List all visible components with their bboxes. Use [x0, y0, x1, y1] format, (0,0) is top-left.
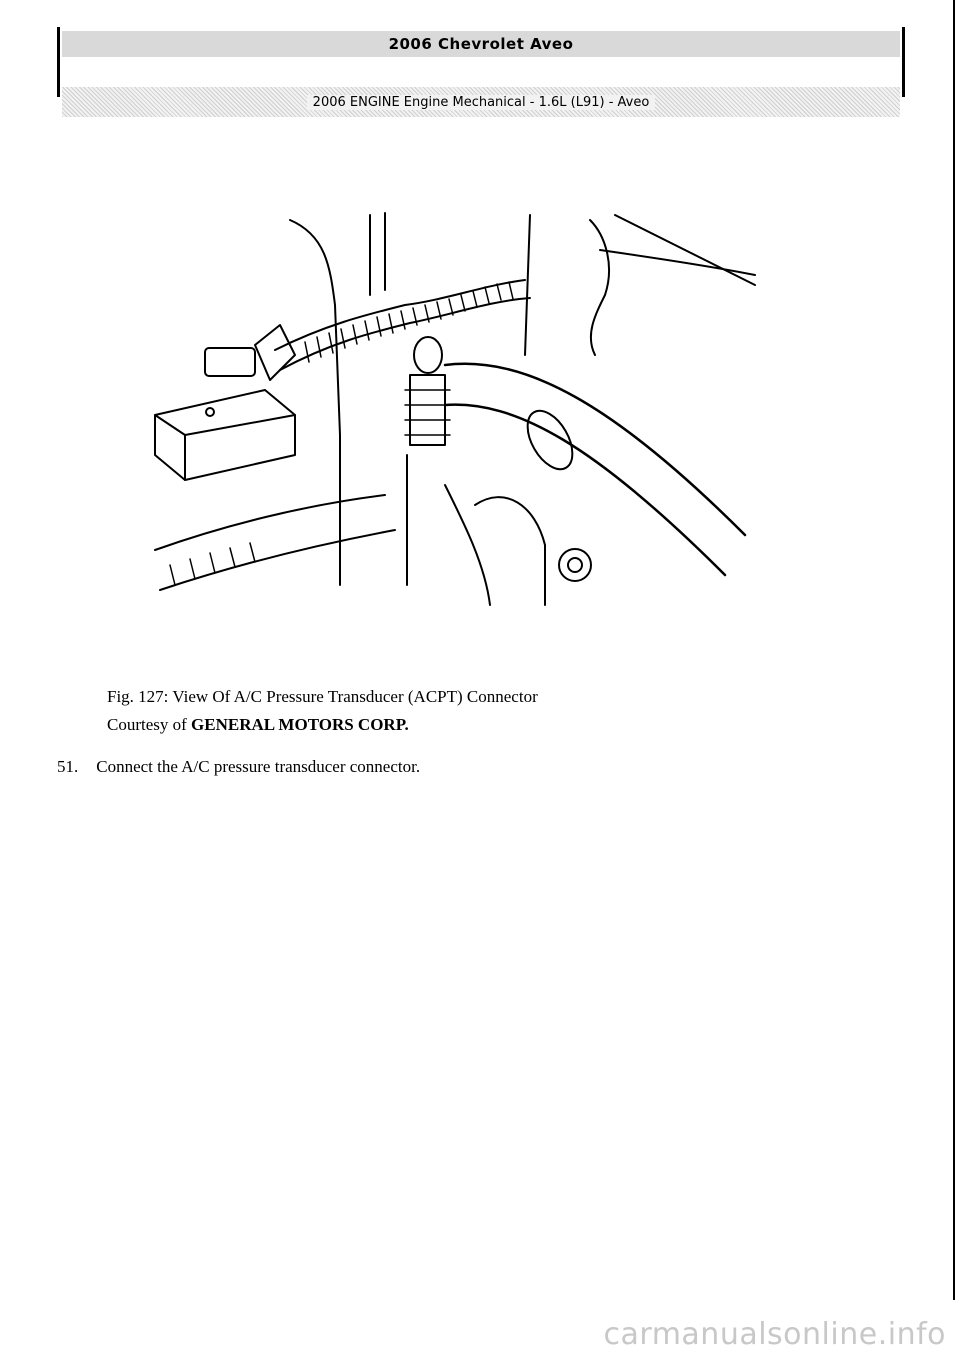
module-top-edge — [155, 415, 295, 435]
pressure-transducer — [414, 337, 442, 373]
harness-line-left — [290, 220, 340, 585]
step-text: Connect the A/C pressure transducer connector. — [96, 757, 421, 776]
connector-plug — [205, 348, 255, 376]
ac-line-lower — [445, 405, 725, 575]
procedure-step — [57, 757, 420, 777]
ac-line-upper — [445, 364, 745, 535]
header-subtitle — [62, 87, 900, 117]
page-right-border — [953, 0, 955, 1300]
header-subtitle-text: 2006 ENGINE Engine Mechanical - 1.6L (L91) - Aveo — [307, 95, 656, 110]
pipe-vertical-3 — [525, 215, 530, 355]
module-bolt — [206, 408, 214, 416]
panel-edge-top — [615, 215, 755, 285]
watermark: carmanualsonline.info — [603, 1317, 946, 1352]
courtesy-prefix: Courtesy of — [107, 715, 192, 734]
ac-line-fitting — [518, 403, 581, 476]
panel-edge-1 — [590, 220, 609, 355]
header-right-bar — [902, 27, 905, 97]
bracket-curve — [475, 497, 545, 605]
panel-edge-2 — [600, 250, 755, 275]
module-body — [155, 390, 295, 480]
header-title: 2006 Chevrolet Aveo — [62, 31, 900, 57]
mount-bolt-head — [568, 558, 582, 572]
courtesy-source: GENERAL MOTORS CORP. — [191, 715, 409, 734]
header-left-bar — [57, 27, 60, 97]
lower-hose-corrugation — [170, 543, 255, 585]
technical-illustration — [145, 205, 765, 615]
mount-bolt — [559, 549, 591, 581]
hose-curve — [445, 485, 490, 605]
wiring-harness — [275, 280, 525, 350]
figure-caption: Fig. 127: View Of A/C Pressure Transducer (ACPT) Connector — [107, 687, 538, 706]
figure-caption-block — [107, 683, 538, 739]
wiring-harness-2 — [280, 298, 530, 370]
figure-courtesy — [107, 711, 538, 739]
connector-clip — [255, 325, 295, 380]
step-number: 51. — [57, 757, 79, 776]
lower-hose-1 — [155, 495, 385, 550]
transducer-threads — [405, 390, 450, 435]
document-header — [57, 27, 905, 110]
lower-hose-2 — [160, 530, 395, 590]
